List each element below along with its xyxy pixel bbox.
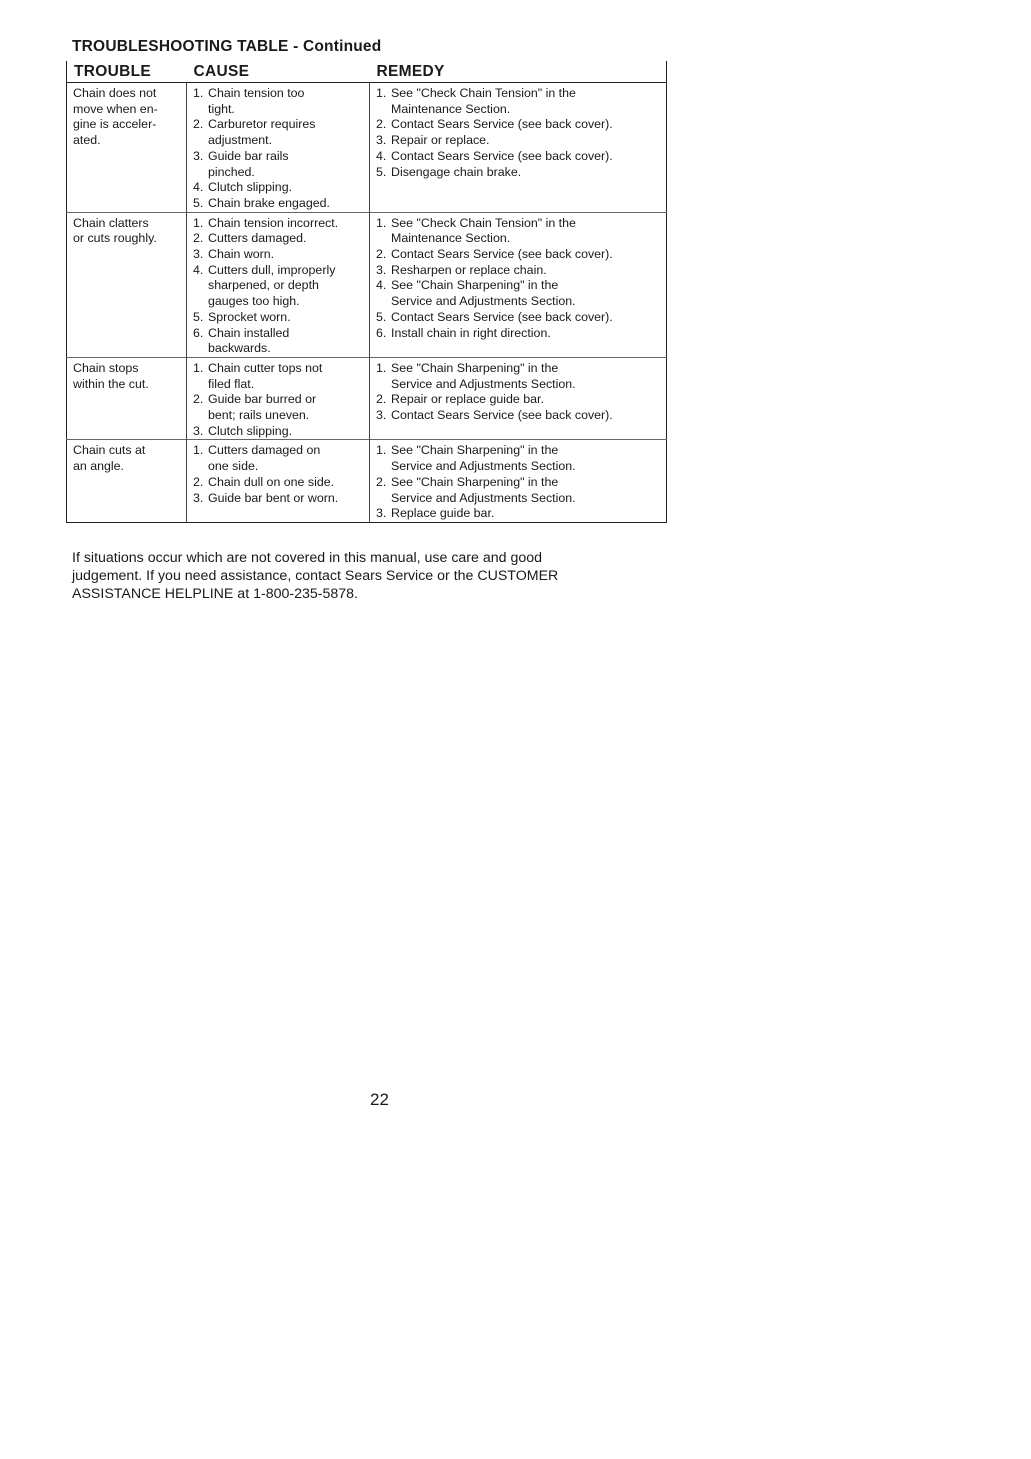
remedy-item xyxy=(376,165,662,181)
cause-item-text: Carburetor requires adjustment. xyxy=(208,117,316,148)
cause-item-text: Chain tension too tight. xyxy=(208,86,305,116)
cause-item-number: 3. xyxy=(193,148,204,163)
remedy-item xyxy=(376,149,662,165)
remedy-item xyxy=(376,392,662,408)
cause-item xyxy=(193,392,365,423)
remedy-item-number: 2. xyxy=(376,392,387,407)
cause-item-number: 4. xyxy=(193,180,204,195)
remedy-item-number: 4. xyxy=(376,278,387,293)
trouble-text: Chain clatters or cuts roughly. xyxy=(73,215,157,246)
remedy-item-number: 3. xyxy=(376,133,387,148)
troubleshooting-table xyxy=(66,61,667,523)
cause-item-number: 2. xyxy=(193,392,204,407)
remedy-item xyxy=(376,216,662,247)
remedy-item-number: 3. xyxy=(376,506,387,521)
cause-item-text: Guide bar bent or worn. xyxy=(208,490,339,505)
cause-item xyxy=(193,180,365,196)
cause-item-number: 5. xyxy=(193,309,204,324)
cause-item-text: Chain worn. xyxy=(208,247,275,262)
remedy-item-text: Install chain in right direction. xyxy=(391,325,551,340)
cause-item-number: 1. xyxy=(193,86,204,100)
cause-item-number: 6. xyxy=(193,325,204,340)
cause-item-number: 2. xyxy=(193,474,204,489)
cause-cell xyxy=(187,83,370,213)
remedy-item xyxy=(376,506,662,522)
trouble-cell xyxy=(67,212,187,357)
cause-item xyxy=(193,424,365,440)
cause-item xyxy=(193,326,365,357)
remedy-item xyxy=(376,361,662,392)
remedy-cell xyxy=(370,357,667,440)
cause-item-text: Guide bar burred or bent; rails uneven. xyxy=(208,392,317,423)
cause-item xyxy=(193,491,365,507)
remedy-item xyxy=(376,86,662,117)
cause-item-number: 1. xyxy=(193,215,204,230)
cause-item xyxy=(193,117,365,148)
cause-item xyxy=(193,361,365,392)
remedy-item-text: Contact Sears Service (see back cover). xyxy=(391,408,613,423)
remedy-cell xyxy=(370,440,667,523)
remedy-item-text: See "Chain Sharpening" in the Service and Adjustments Section. xyxy=(391,474,576,505)
remedy-item-text: Contact Sears Service (see back cover). xyxy=(391,309,613,324)
header-remedy: REMEDY xyxy=(370,61,667,83)
cause-item-number: 5. xyxy=(193,195,204,210)
remedy-item-text: Repair or replace guide bar. xyxy=(391,392,544,407)
cause-item-text: Chain installed backwards. xyxy=(208,325,290,356)
cause-cell xyxy=(187,357,370,440)
remedy-item-number: 2. xyxy=(376,474,387,489)
cause-item-text: Clutch slipping. xyxy=(208,423,293,438)
remedy-item xyxy=(376,133,662,149)
cause-item-text: Chain brake engaged. xyxy=(208,195,330,210)
cause-item xyxy=(193,231,365,247)
page-number: 22 xyxy=(370,1090,389,1109)
remedy-item-text: Contact Sears Service (see back cover). xyxy=(391,148,613,163)
trouble-cell xyxy=(67,83,187,213)
cause-item-text: Cutters damaged. xyxy=(208,231,307,246)
remedy-item-number: 3. xyxy=(376,408,387,423)
footer-note: If situations occur which are not covered in this manual, use care and good judgement. If you need assistance, contact Sears Service or the CUSTOMER ASSISTANCE HELPLINE at 1-800-235-5878. xyxy=(72,550,559,602)
remedy-item-text: Repair or replace. xyxy=(391,133,490,148)
remedy-item-text: Replace guide bar. xyxy=(391,506,495,521)
remedy-item-text: Contact Sears Service (see back cover). xyxy=(391,117,613,132)
remedy-item-number: 2. xyxy=(376,247,387,262)
cause-item xyxy=(193,475,365,491)
remedy-item-number: 5. xyxy=(376,164,387,179)
cause-item-text: Cutters damaged on one side. xyxy=(208,443,321,474)
cause-item xyxy=(193,443,365,474)
trouble-cell xyxy=(67,357,187,440)
cause-item-number: 3. xyxy=(193,490,204,505)
remedy-item xyxy=(376,443,662,474)
table-row xyxy=(67,357,667,440)
table-row xyxy=(67,83,667,213)
cause-cell xyxy=(187,212,370,357)
remedy-item xyxy=(376,278,662,309)
header-cause: CAUSE xyxy=(187,61,370,83)
remedy-item-number: 2. xyxy=(376,117,387,132)
remedy-cell xyxy=(370,83,667,213)
cause-item-text: Cutters dull, improperly sharpened, or depth gauges too high. xyxy=(208,262,336,309)
cause-item xyxy=(193,310,365,326)
remedy-item-number: 6. xyxy=(376,325,387,340)
remedy-item xyxy=(376,326,662,342)
cause-item xyxy=(193,263,365,310)
table-row xyxy=(67,440,667,523)
remedy-item-number: 1. xyxy=(376,86,387,100)
remedy-item xyxy=(376,117,662,133)
remedy-item xyxy=(376,475,662,506)
cause-item-number: 1. xyxy=(193,443,204,458)
cause-item-number: 4. xyxy=(193,262,204,277)
table-header-row xyxy=(67,61,667,83)
cause-item xyxy=(193,196,365,212)
cause-item-text: Guide bar rails pinched. xyxy=(208,148,289,179)
table-row xyxy=(67,212,667,357)
remedy-item-number: 1. xyxy=(376,443,387,458)
remedy-item xyxy=(376,263,662,279)
cause-item-text: Chain dull on one side. xyxy=(208,474,335,489)
page-title: TROUBLESHOOTING TABLE - Continued xyxy=(72,38,382,55)
header-trouble: TROUBLE xyxy=(67,61,187,83)
cause-item xyxy=(193,247,365,263)
cause-item-text: Chain tension incorrect. xyxy=(208,215,339,230)
cause-item-number: 1. xyxy=(193,360,204,375)
cause-item xyxy=(193,216,365,232)
remedy-item-text: Resharpen or replace chain. xyxy=(391,262,547,277)
remedy-item-text: See "Check Chain Tension" in the Maintenance Section. xyxy=(391,86,576,116)
cause-item-number: 2. xyxy=(193,117,204,132)
cause-item xyxy=(193,86,365,117)
remedy-item xyxy=(376,310,662,326)
trouble-text: Chain does not move when en- gine is acceler- ated. xyxy=(73,86,158,148)
remedy-item-text: See "Check Chain Tension" in the Maintenance Section. xyxy=(391,215,576,246)
remedy-cell xyxy=(370,212,667,357)
remedy-item-text: See "Chain Sharpening" in the Service and Adjustments Section. xyxy=(391,360,576,391)
cause-item xyxy=(193,149,365,180)
remedy-item-number: 1. xyxy=(376,360,387,375)
remedy-item xyxy=(376,247,662,263)
remedy-item xyxy=(376,408,662,424)
trouble-text: Chain cuts at an angle. xyxy=(73,443,146,474)
remedy-item-number: 1. xyxy=(376,215,387,230)
trouble-cell xyxy=(67,440,187,523)
remedy-item-text: Disengage chain brake. xyxy=(391,164,522,179)
remedy-item-text: See "Chain Sharpening" in the Service and Adjustments Section. xyxy=(391,278,576,309)
remedy-item-number: 3. xyxy=(376,262,387,277)
cause-item-text: Chain cutter tops not filed flat. xyxy=(208,360,323,391)
cause-item-number: 2. xyxy=(193,231,204,246)
trouble-text: Chain stops within the cut. xyxy=(73,360,149,391)
cause-item-number: 3. xyxy=(193,423,204,438)
cause-item-text: Clutch slipping. xyxy=(208,180,293,195)
cause-cell xyxy=(187,440,370,523)
cause-item-text: Sprocket worn. xyxy=(208,309,291,324)
remedy-item-text: See "Chain Sharpening" in the Service and Adjustments Section. xyxy=(391,443,576,474)
remedy-item-text: Contact Sears Service (see back cover). xyxy=(391,247,613,262)
remedy-item-number: 4. xyxy=(376,148,387,163)
cause-item-number: 3. xyxy=(193,247,204,262)
remedy-item-number: 5. xyxy=(376,309,387,324)
